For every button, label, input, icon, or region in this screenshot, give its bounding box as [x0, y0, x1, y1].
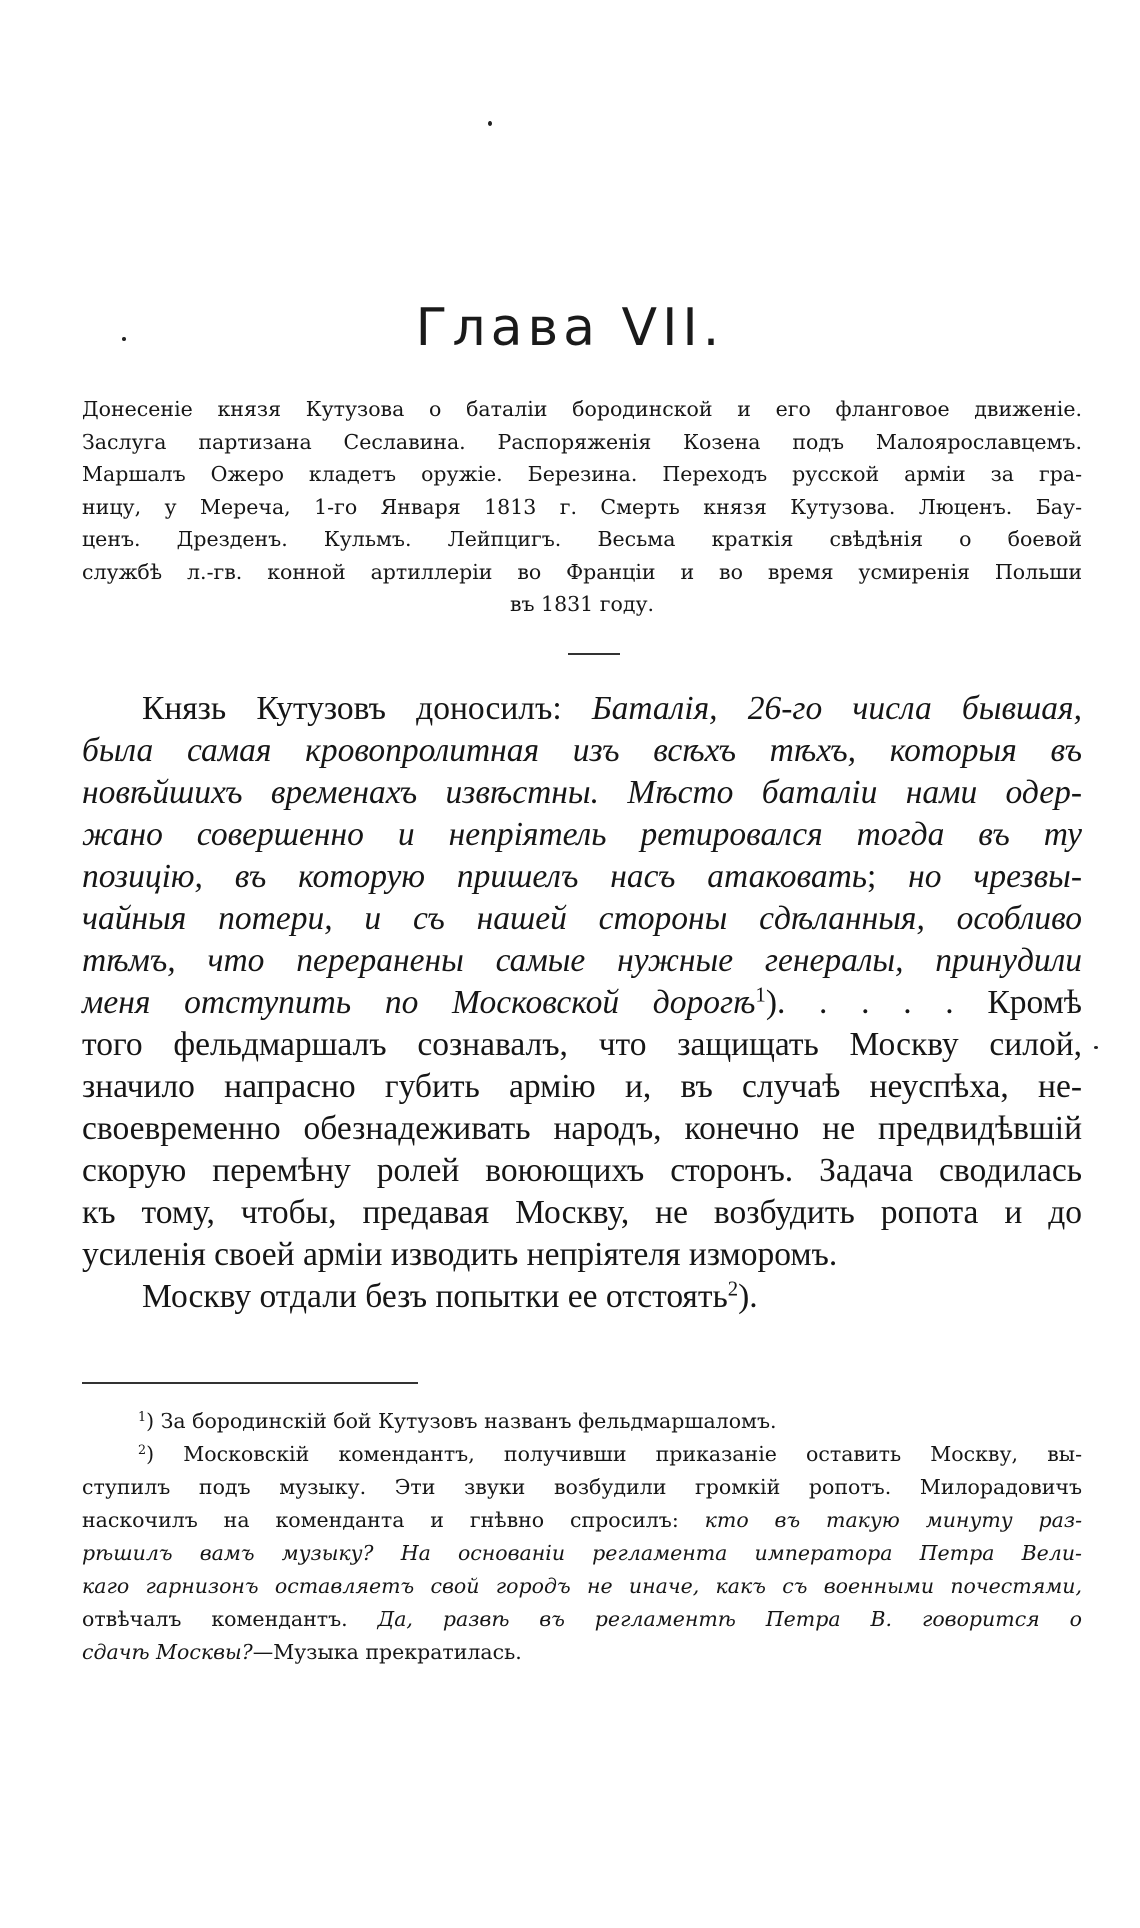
quote-text: Баталія, 26-го числа бывшая, — [591, 690, 1082, 727]
footnote-mark: 2 — [138, 1442, 147, 1458]
quote-text: новѣйшихъ временахъ извѣстны. Мѣсто баталіи нами одер- — [82, 774, 1082, 811]
footnote-ref-1[interactable]: 1 — [755, 983, 766, 1007]
summary-line: Заслуга партизана Сеславина. Распоряженія Козена подъ Малоярославцемъ. — [82, 429, 1082, 454]
footnote-1 — [82, 1405, 1082, 1438]
footnote-2-line — [82, 1438, 1082, 1471]
footnote-quote: каго гарнизонъ оставляетъ свой городъ не иначе, какъ съ военными почестями, — [82, 1574, 1082, 1598]
body-line: усиленія своей арміи изводить непріятеля изморомъ. — [82, 1236, 838, 1273]
footnote-2-line: ступилъ подъ музыку. Эти звуки возбудили громкій ропотъ. Милорадовичъ — [82, 1475, 1082, 1499]
footnote-quote: рѣшилъ вамъ музыку? На основаніи регламента императора Петра Вели- — [82, 1541, 1082, 1565]
footnote-text: ) За бородинскій бой Кутузовъ названъ фельдмаршаломъ. — [146, 1409, 777, 1433]
body-line: того фельдмаршалъ сознавалъ, что защищать Москву силой, — [82, 1026, 1082, 1063]
body-line: своевременно обезнадеживать народъ, конечно не предвидѣвшій — [82, 1110, 1082, 1147]
body-text-run: ). . . . . Кромѣ — [765, 984, 1082, 1021]
footnote-quote: сдачѣ Москвы? — [82, 1640, 253, 1664]
quote-text: меня отступить по Московской дорогѣ — [82, 984, 756, 1021]
summary-line: ценъ. Дрезденъ. Кульмъ. Лейпцигъ. Весьма краткія свѣдѣнія о боевой — [82, 527, 1082, 551]
footnote-text: наскочилъ на коменданта и гнѣвно спросилъ: — [82, 1508, 705, 1532]
print-speck — [1094, 1046, 1098, 1049]
footnote-2-line — [82, 1504, 1082, 1537]
body-line — [82, 814, 1082, 856]
quote-text: позицію, въ которую пришелъ насъ атаковать — [82, 858, 868, 895]
summary-line: въ 1831 году. — [509, 592, 655, 616]
body-line: значило напрасно губить армію и, въ случаѣ неуспѣха, не- — [82, 1068, 1082, 1105]
section-divider — [568, 653, 620, 655]
body-text-run: ). — [738, 1278, 758, 1315]
body-line — [82, 856, 1082, 898]
quote-text: жано совершенно и непріятель ретировался тогда въ ту — [82, 816, 1082, 853]
footnote-text: отвѣчалъ комендантъ. — [82, 1607, 378, 1631]
quote-text: но чрезвы- — [908, 858, 1082, 895]
footnote-text: —Музыка прекратилась. — [252, 1640, 522, 1664]
summary-line: Маршалъ Ожеро кладетъ оружіе. Березина. Переходъ русской арміи за гра- — [82, 462, 1082, 486]
footnote-quote: кто въ такую минуту раз- — [704, 1508, 1082, 1532]
footnote-text: ) Московскій комендантъ, получивши приказаніе оставить Москву, вы- — [146, 1442, 1082, 1466]
chapter-title: Глава VII. — [415, 298, 725, 358]
body-line — [82, 1276, 1082, 1318]
body-line — [82, 982, 1082, 1024]
body-line — [82, 940, 1082, 982]
footnote-quote: Да, развѣ въ регламентѣ Петра В. говорится о — [377, 1607, 1082, 1631]
footnote-ref-2[interactable]: 2 — [727, 1277, 739, 1301]
print-speck — [488, 121, 492, 126]
body-text — [82, 688, 1082, 1318]
body-line — [82, 898, 1082, 940]
summary-line: службѣ л.-гв. конной артиллеріи во Франціи и во время усмиренія Польши — [82, 559, 1082, 584]
footnote-2-line — [82, 1636, 1082, 1669]
body-text-run: Москву отдали безъ попытки ее отстоять — [142, 1278, 728, 1315]
quote-text: тѣмъ, что переранены самые нужные генералы, принудили — [82, 942, 1082, 979]
footnote-separator — [82, 1382, 418, 1384]
footnote-mark: 1 — [138, 1409, 147, 1425]
chapter-summary — [82, 393, 1082, 621]
body-line — [82, 688, 1082, 730]
body-line — [82, 730, 1082, 772]
summary-line: Донесеніе князя Кутузова о баталіи бородинской и его фланговое движеніе. — [82, 397, 1082, 421]
body-line — [82, 772, 1082, 814]
body-text-run: Князь Кутузовъ доносилъ: — [142, 690, 592, 727]
footnote-2-line — [82, 1603, 1082, 1636]
body-line: къ тому, чтобы, предавая Москву, не возбудить ропота и до — [82, 1194, 1082, 1231]
quote-text: была самая кровопролитная изъ всѣхъ тѣхъ, которыя въ — [82, 732, 1082, 769]
footnote-2-line — [82, 1570, 1082, 1603]
footnote-2-line — [82, 1537, 1082, 1570]
body-text-run: ; — [867, 858, 909, 895]
quote-text: чайныя потери, и съ нашей стороны сдѣланныя, особливо — [82, 900, 1082, 937]
summary-line: ницу, у Мереча, 1-го Января 1813 г. Смерть князя Кутузова. Люценъ. Бау- — [82, 494, 1082, 519]
footnotes — [82, 1405, 1082, 1669]
body-line: скорую перемѣну ролей воюющихъ сторонъ. Задача сводилась — [82, 1152, 1082, 1189]
